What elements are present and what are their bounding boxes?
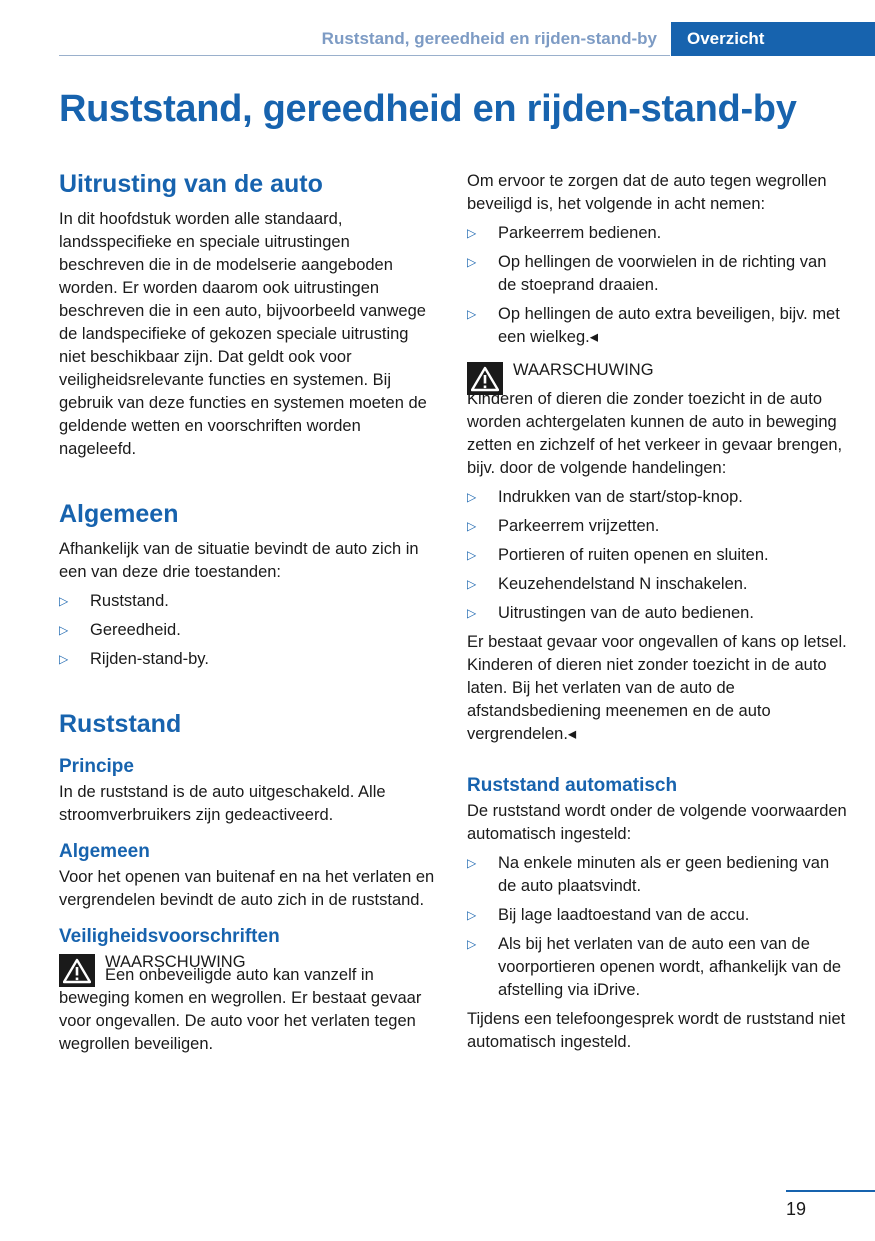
- paragraph-ruststand-automatisch: De ruststand wordt onder de volgende voorwaarden automatisch ingesteld:: [467, 802, 847, 843]
- triangle-right-icon: ▷: [59, 594, 69, 608]
- list-item: ▷ Rijden-stand-by.: [59, 648, 437, 671]
- header-rule: [59, 55, 670, 56]
- triangle-right-icon: ▷: [467, 577, 477, 591]
- section-heading-uitrusting: Uitrusting van de auto: [59, 170, 323, 198]
- triangle-right-icon: ▷: [467, 255, 477, 269]
- list-item: ▷ Bij lage laadtoestand van de accu.: [467, 904, 849, 927]
- paragraph-gevaar: Er bestaat gevaar voor ongevallen of kans op letsel. Kinderen of dieren niet zonder toezicht in de auto laten. Bij het verlaten van de auto de afstandsbediening meenemen en de auto vergrendelen.◂: [467, 633, 847, 743]
- voorwaarden-list: [467, 852, 849, 1002]
- list-item: ▷ Uitrustingen van de auto bedienen.: [467, 602, 849, 625]
- list-item: ▷ Portieren of ruiten openen en sluiten.: [467, 544, 849, 567]
- header-tab-overzicht[interactable]: [671, 22, 875, 56]
- list-item: ▷ Gereedheid.: [59, 619, 437, 642]
- paragraph-telefoongesprek: Tijdens een telefoongesprek wordt de ruststand niet automatisch ingesteld.: [467, 1010, 846, 1051]
- list-item: ▷ Op hellingen de auto extra beveiligen, bijv. met een wielkeg.◂: [467, 305, 840, 346]
- list-item: ▷ Keuzehendelstand N inschakelen.: [467, 573, 849, 596]
- paragraph-wegrollen: Om ervoor te zorgen dat de auto tegen wegrollen beveiligd is, het volgende in acht nemen:: [467, 172, 827, 213]
- list-item: ▷ Ruststand.: [59, 590, 437, 613]
- subheading-algemeen: Algemeen: [59, 841, 150, 862]
- triangle-right-icon: ▷: [467, 548, 477, 562]
- triangle-right-icon: ▷: [59, 623, 69, 637]
- triangle-right-icon: ▷: [467, 307, 477, 321]
- triangle-right-icon: ▷: [59, 652, 69, 666]
- page-title: Ruststand, gereedheid en rijden-stand-by: [59, 88, 797, 130]
- triangle-right-icon: ▷: [467, 226, 477, 240]
- list-item: ▷ Parkeerrem bedienen.: [467, 222, 849, 245]
- subheading-ruststand-automatisch: Ruststand automatisch: [467, 775, 678, 796]
- list-item: ▷ Op hellingen de voorwielen in de richting van de stoeprand draaien.: [467, 253, 827, 294]
- section-heading-ruststand: Ruststand: [59, 710, 182, 738]
- list-item: ▷ Na enkele minuten als er geen bediening van de auto plaatsvindt.: [467, 854, 830, 895]
- paragraph-uitrusting: In dit hoofdstuk worden alle standaard, landsspecifieke en speciale uitrustingen beschreven die in de modelserie aangeboden worden. Er worden daarom ook uitrustingen beschreven die in een auto, bijvoorbeeld vanwege de landspecifieke of gekozen speciale uitrusting niet beschikbaar zijn. Dat geldt ook voor veiligheidsrelevante functies en systemen. Bij gebruik van deze functies en systemen moeten de geldende wetten en voorschriften worden nageleefd.: [59, 210, 427, 458]
- page-number: 19: [786, 1199, 807, 1219]
- list-item: ▷ Als bij het verlaten van de auto een van de voorportieren openen wordt, afhankelijk van de afstelling via iDrive.: [467, 935, 842, 999]
- warning-label: WAARSCHUWING: [513, 361, 654, 379]
- triangle-right-icon: ▷: [467, 908, 477, 922]
- subheading-principe: Principe: [59, 756, 134, 777]
- wegrollen-list: [467, 222, 849, 349]
- triangle-right-icon: ▷: [467, 937, 477, 951]
- warning-body-kinderen: Kinderen of dieren die zonder toezicht in de auto worden achtergelaten kunnen de auto in beweging zetten en zichzelf of het verkeer in gevaar brengen, bijv. door de volgende handelingen:: [467, 390, 843, 477]
- left-column: [59, 168, 437, 1056]
- header-tab-label: Overzicht: [687, 29, 765, 48]
- triangle-right-icon: ▷: [467, 490, 477, 504]
- warning-body: Een onbeveiligde auto kan vanzelf in beweging komen en wegrollen. Er bestaat gevaar voor ongevallen. De auto voor het verlaten tegen wegrollen beveiligen.: [59, 966, 422, 1053]
- paragraph-algemeen: Afhankelijk van de situatie bevindt de auto zich in een van deze drie toestanden:: [59, 540, 419, 581]
- triangle-right-icon: ▷: [467, 606, 477, 620]
- subheading-veiligheidsvoorschriften: Veiligheidsvoorschriften: [59, 926, 280, 947]
- header-section-title: Ruststand, gereedheid en rijden-stand-by: [321, 29, 657, 48]
- right-column: [467, 170, 849, 1054]
- list-item: ▷ Indrukken van de start/stop-knop.: [467, 486, 849, 509]
- warning-label: WAARSCHUWING: [105, 953, 246, 971]
- footer-rule: [786, 1190, 875, 1192]
- paragraph-principe: In de ruststand is de auto uitgeschakeld. Alle stroomverbruikers zijn gedeactiveerd.: [59, 783, 386, 824]
- state-list: [59, 590, 437, 671]
- triangle-right-icon: ▷: [467, 519, 477, 533]
- paragraph-algemeen-ruststand: Voor het openen van buitenaf en na het verlaten en vergrendelen bevindt de auto zich in de ruststand.: [59, 868, 435, 909]
- section-heading-algemeen: Algemeen: [59, 500, 179, 528]
- list-item: ▷ Parkeerrem vrijzetten.: [467, 515, 849, 538]
- handelingen-list: [467, 486, 849, 625]
- triangle-right-icon: ▷: [467, 856, 477, 870]
- warning-triangle-icon: [59, 954, 95, 987]
